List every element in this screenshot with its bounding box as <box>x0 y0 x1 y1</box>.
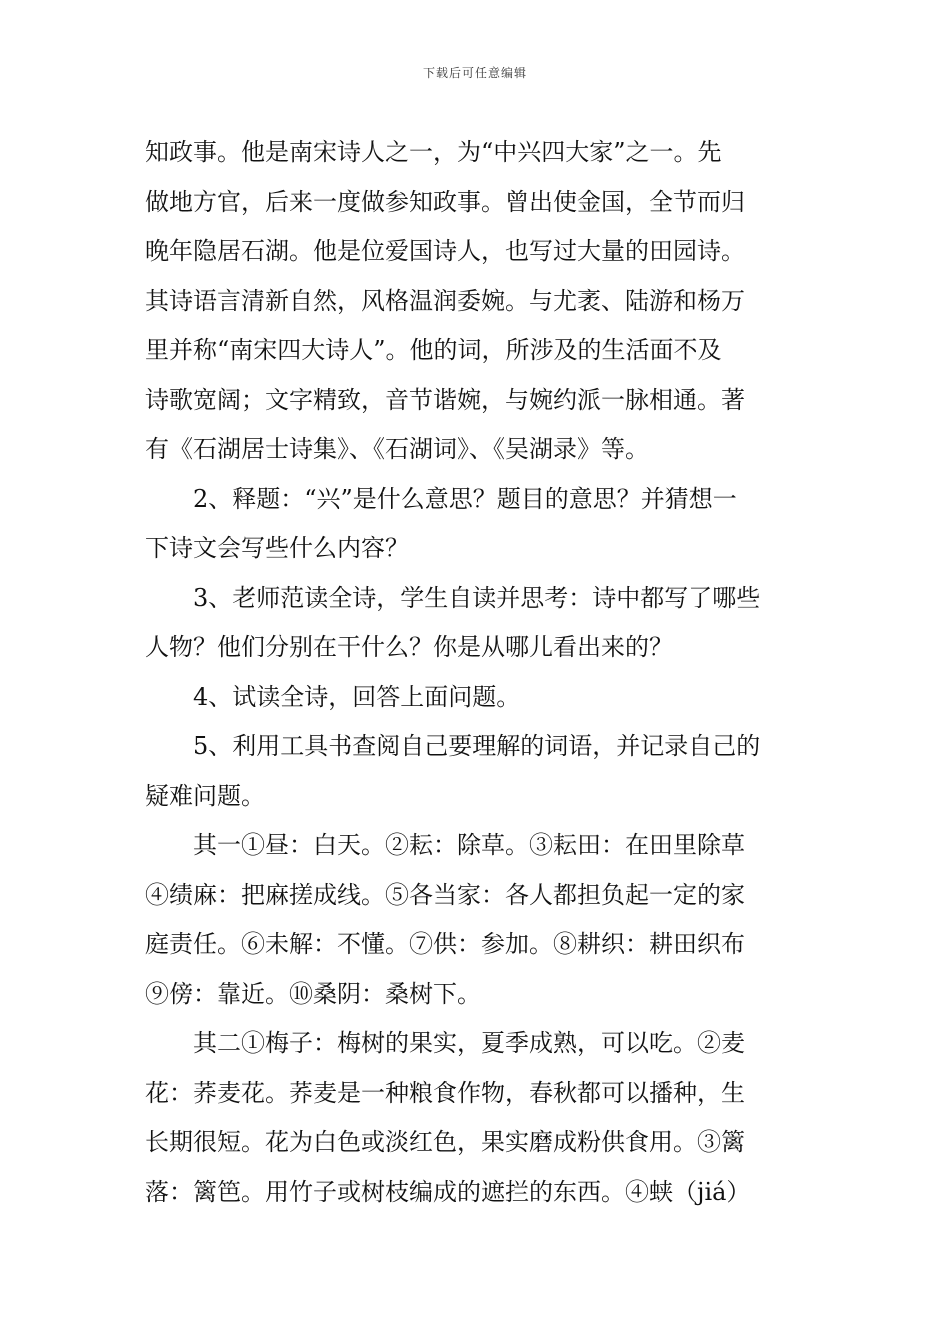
text-line: 有《石湖居士诗集》、《石湖词》、《吴湖录》等。 <box>145 435 649 463</box>
paragraph-poem-1-notes <box>145 821 807 1019</box>
text-line: 长期很短。花为白色或淡红色，果实磨成粉供食用。③篱 <box>145 1128 745 1156</box>
text-line: 知政事。他是南宋诗人之一，为“中兴四大家”之一。先 <box>145 138 722 166</box>
text-line: 诗歌宽阔；文字精致，音节谐婉，与婉约派一脉相通。著 <box>145 385 745 414</box>
text-line: 其一①昼：白天。②耘：除草。③耘田：在田里除草 <box>193 831 745 859</box>
text-line: 下诗文会写些什么内容？ <box>145 534 409 562</box>
text-line: 其诗语言清新自然，风格温润委婉。与尤袤、陆游和杨万 <box>145 286 745 315</box>
text-line: ④绩麻：把麻搓成线。⑤各当家：各人都担负起一定的家 <box>145 880 745 909</box>
paragraph-step-3 <box>145 574 807 673</box>
text-line: 3、老师范读全诗，学生自读并思考：诗中都写了哪些 <box>193 583 761 612</box>
text-line: 疑难问题。 <box>145 781 265 810</box>
text-line: 4、试读全诗，回答上面问题。 <box>193 682 521 711</box>
text-line: ⑨傍：靠近。⑩桑阴：桑树下。 <box>145 979 481 1008</box>
text-line: 花：荞麦花。荞麦是一种粮食作物，春秋都可以播种，生 <box>145 1078 745 1107</box>
text-line: 人物？他们分别在干什么？你是从哪儿看出来的？ <box>145 633 673 661</box>
page-header: 下载后可任意编辑 <box>422 66 527 80</box>
text-line: 做地方官，后来一度做参知政事。曾出使金国，全节而归 <box>145 187 745 216</box>
document-body <box>145 128 807 1217</box>
text-line: 里并称“南宋四大诗人”。他的词，所涉及的生活面不及 <box>145 336 722 364</box>
paragraph-step-2 <box>145 475 807 574</box>
paragraph-poem-2-notes <box>145 1019 807 1217</box>
text-line: 2、释题：“兴”是什么意思？题目的意思？并猜想一 <box>193 484 737 513</box>
text-line: 落：篱笆。用竹子或树枝编成的遮拦的东西。④蛱（jiá） <box>145 1177 751 1206</box>
text-line: 5、利用工具书查阅自己要理解的词语，并记录自己的 <box>193 732 761 760</box>
text-line: 其二①梅子：梅树的果实，夏季成熟，可以吃。②麦 <box>193 1029 745 1057</box>
paragraph-author-bio <box>145 128 807 475</box>
text-line: 庭责任。⑥未解：不懂。⑦供：参加。⑧耕织：耕田织布 <box>145 930 745 958</box>
paragraph-step-5 <box>145 722 807 821</box>
text-line: 晚年隐居石湖。他是位爱国诗人，也写过大量的田园诗。 <box>145 237 745 265</box>
paragraph-step-4 <box>145 673 807 723</box>
